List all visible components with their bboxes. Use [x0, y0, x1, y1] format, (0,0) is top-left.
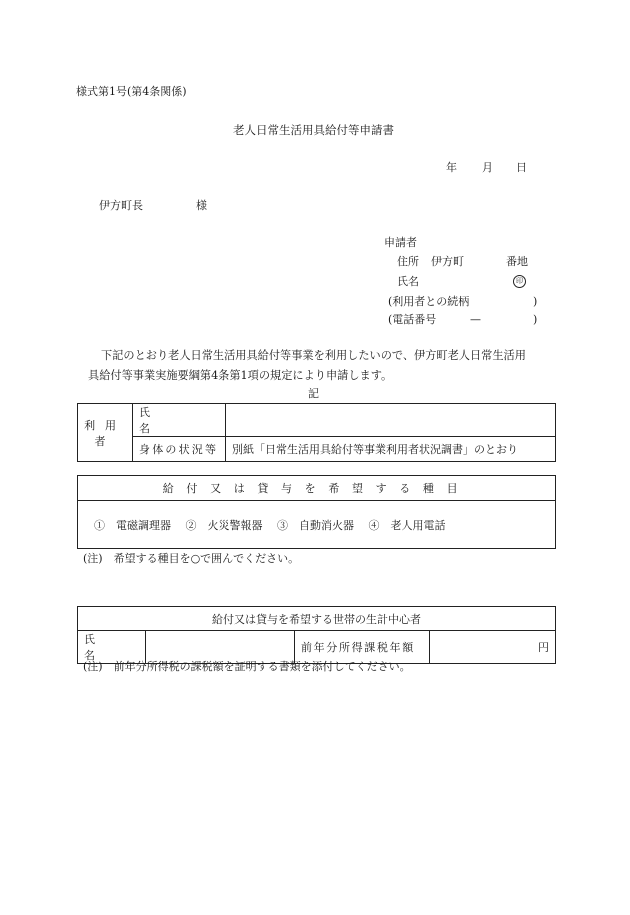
items-table: [77, 475, 556, 549]
relation-label: (利用者との続柄: [388, 295, 470, 308]
addressee-honorific: 様: [196, 199, 207, 212]
income-table: [77, 606, 556, 664]
document-title: 老人日常生活用具給付等申請書: [233, 123, 394, 137]
date-year: 年: [446, 161, 457, 174]
item-4[interactable]: ④ 老人用電話: [368, 518, 446, 532]
date-month: 月: [482, 161, 493, 174]
body-line-1: 下記のとおり老人日常生活用具給付等事業を利用したいので、伊方町老人日常生活用: [101, 349, 526, 362]
condition-value[interactable]: 別紙「日常生活用具給付等事業利用者状況調書」のとおり: [226, 437, 556, 462]
address-town: 伊方町: [431, 255, 464, 268]
address-banchi: 番地: [506, 255, 528, 268]
relation-close: ): [533, 295, 538, 308]
yen-unit: 円: [538, 641, 549, 654]
income-header: 給付又は貸与を希望する世帯の生計中心者: [78, 607, 556, 631]
form-number: 様式第1号(第4条関係): [76, 85, 187, 98]
item-3[interactable]: ③ 自動消火器: [277, 518, 354, 532]
income-name-value[interactable]: [146, 631, 295, 664]
addressee-name: 伊方町長: [99, 199, 143, 212]
income-name-label: 氏名: [78, 631, 146, 664]
user-group-label: 利用者: [78, 404, 133, 462]
address-label: 住所: [397, 255, 419, 268]
applicant-label: 申請者: [384, 236, 417, 249]
tax-value[interactable]: [430, 631, 556, 664]
item-1[interactable]: ① 電磁調理器: [94, 518, 171, 532]
name-label: 氏名: [397, 275, 419, 288]
ki-label: 記: [308, 387, 319, 400]
phone-dash: —: [470, 313, 481, 326]
items-note: (注) 希望する種目を○で囲んでください。: [83, 552, 300, 565]
items-header: 給付又は貸与を希望する種目: [78, 476, 556, 501]
user-name-value[interactable]: [226, 404, 556, 437]
date-day: 日: [516, 161, 527, 174]
body-line-2: 具給付等事業実施要綱第4条第1項の規定により申請します。: [88, 369, 393, 382]
item-2[interactable]: ② 火災警報器: [185, 518, 263, 532]
seal-icon: 印: [513, 274, 526, 288]
tax-label: 前年分所得課税年額: [295, 631, 430, 664]
items-list: [78, 501, 556, 549]
user-table: [77, 403, 556, 462]
phone-close: ): [533, 313, 538, 326]
income-note: (注) 前年分所得税の課税額を証明する書類を添付してください。: [83, 660, 411, 673]
condition-label: 身体の状況等: [133, 437, 226, 462]
user-name-label: 氏名: [133, 404, 226, 437]
phone-label: (電話番号: [388, 313, 437, 326]
